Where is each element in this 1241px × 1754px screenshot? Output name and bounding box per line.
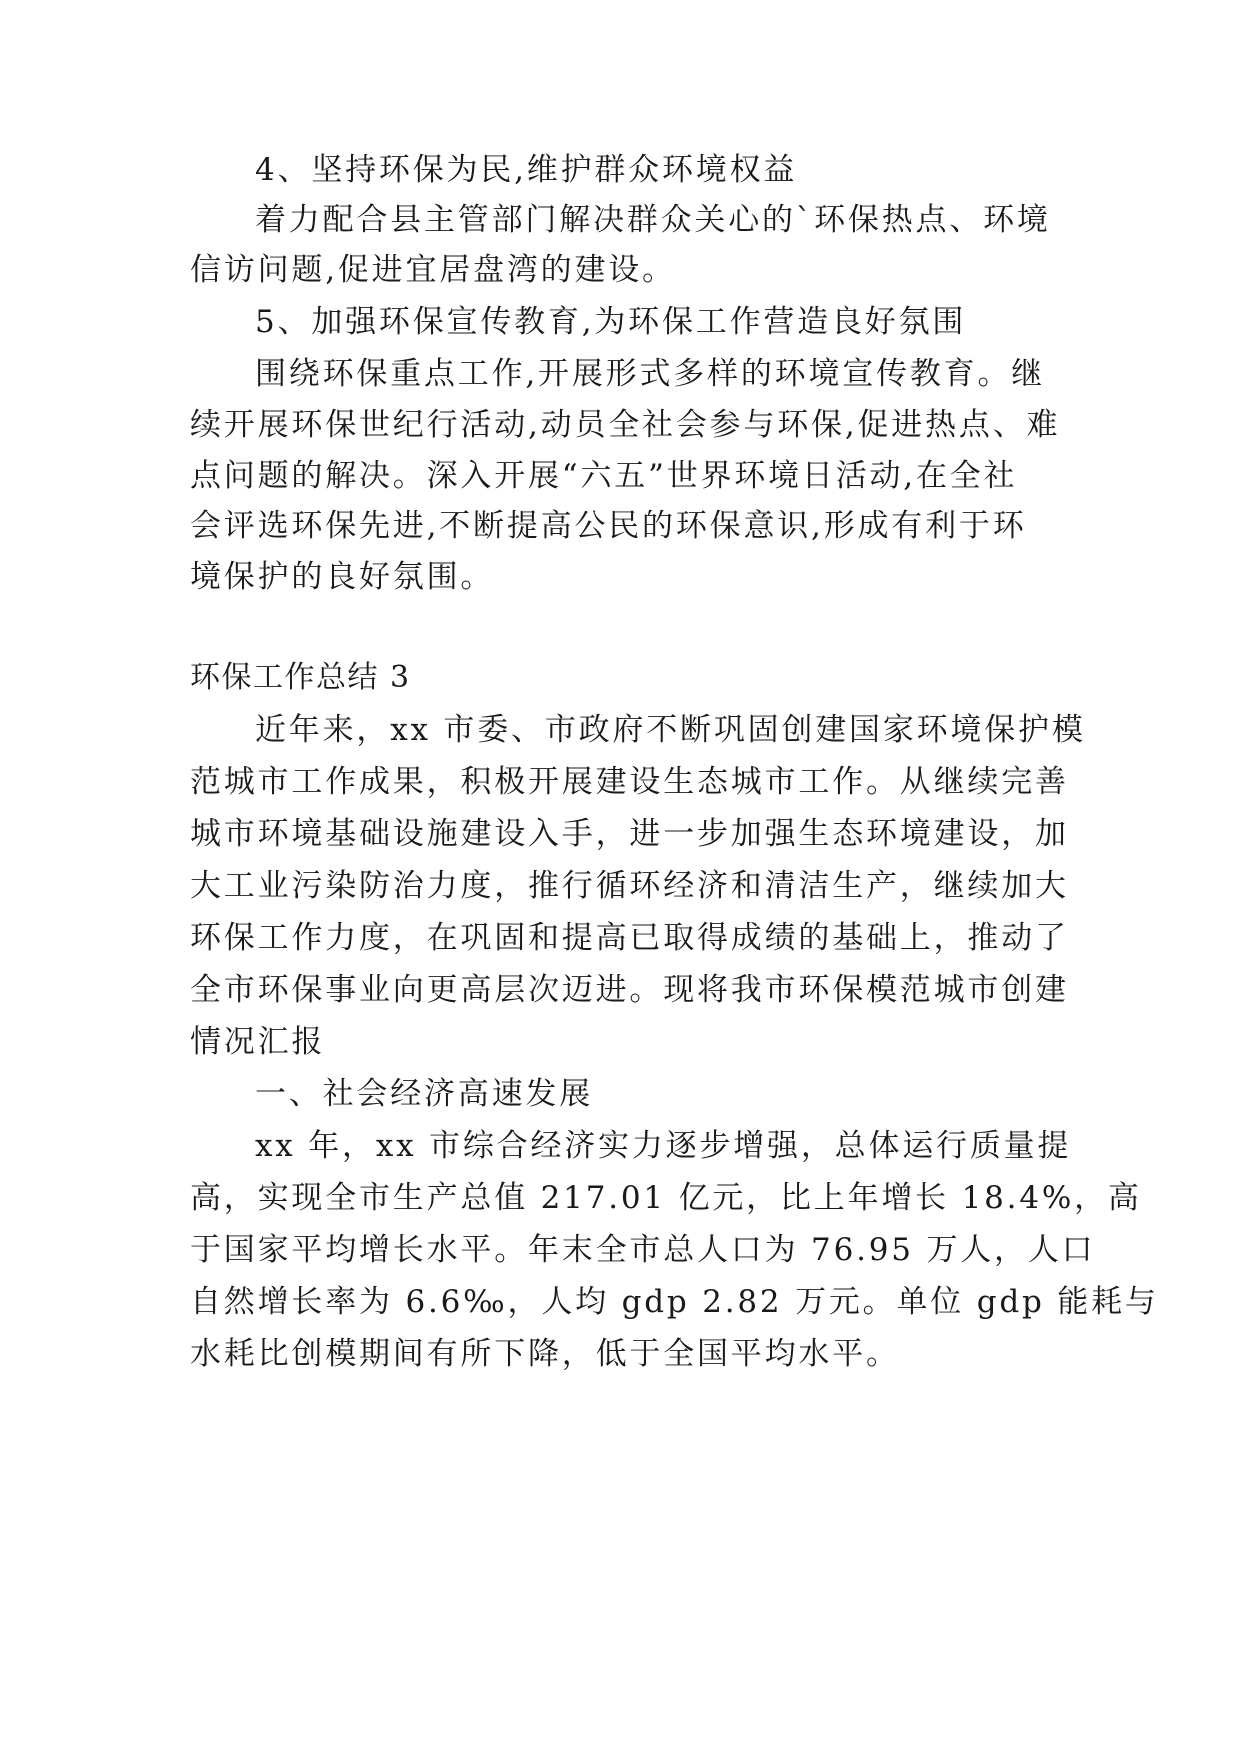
paragraph-line: 环保工作力度，在巩固和提高已取得成绩的基础上，推动了: [190, 920, 1069, 956]
paragraph-line: xx 年，xx 市综合经济实力逐步增强，总体运行质量提: [255, 1128, 1072, 1164]
section-heading-5: 5、加强环保宣传教育,为环保工作营造良好氛围: [255, 304, 967, 340]
paragraph-line: 续开展环保世纪行活动,动员全社会参与环保,促进热点、难: [190, 407, 1061, 443]
paragraph-line: 于国家平均增长水平。年末全市总人口为 76.95 万人，人口: [190, 1232, 1096, 1268]
paragraph-line: 范城市工作成果，积极开展建设生态城市工作。从继续完善: [190, 764, 1069, 800]
paragraph-line: 自然增长率为 6.6‰，人均 gdp 2.82 万元。单位 gdp 能耗与: [190, 1284, 1159, 1320]
paragraph-line: 信访问题,促进宜居盘湾的建设。: [190, 252, 676, 288]
paragraph-line: 点问题的解决。深入开展“六五”世界环境日活动,在全社: [190, 458, 1018, 494]
document-title: 环保工作总结 3: [190, 660, 411, 695]
paragraph-line: 大工业污染防治力度，推行循环经济和清洁生产，继续加大: [190, 868, 1069, 904]
paragraph-line: 城市环境基础设施建设入手，进一步加强生态环境建设，加: [190, 816, 1069, 852]
section-heading-1: 一、社会经济高速发展: [255, 1076, 593, 1112]
paragraph-line: 近年来，xx 市委、市政府不断巩固创建国家环境保护模: [255, 712, 1086, 748]
paragraph-line: 会评选环保先进,不断提高公民的环保意识,形成有利于环: [190, 508, 1027, 544]
paragraph-line: 境保护的良好氛围。: [190, 559, 495, 595]
paragraph-line: 情况汇报: [190, 1024, 326, 1060]
paragraph-line: 全市环保事业向更高层次迈进。现将我市环保模范城市创建: [190, 972, 1069, 1008]
paragraph-line: 围绕环保重点工作,开展形式多样的环境宣传教育。继: [255, 356, 1046, 392]
paragraph-line: 高，实现全市生产总值 217.01 亿元，比上年增长 18.4%，高: [190, 1180, 1142, 1216]
paragraph-line: 水耗比创模期间有所下降，低于全国平均水平。: [190, 1336, 900, 1372]
section-heading-4: 4、坚持环保为民,维护群众环境权益: [255, 152, 798, 188]
paragraph-line: 着力配合县主管部门解决群众关心的`环保热点、环境: [255, 202, 1051, 238]
